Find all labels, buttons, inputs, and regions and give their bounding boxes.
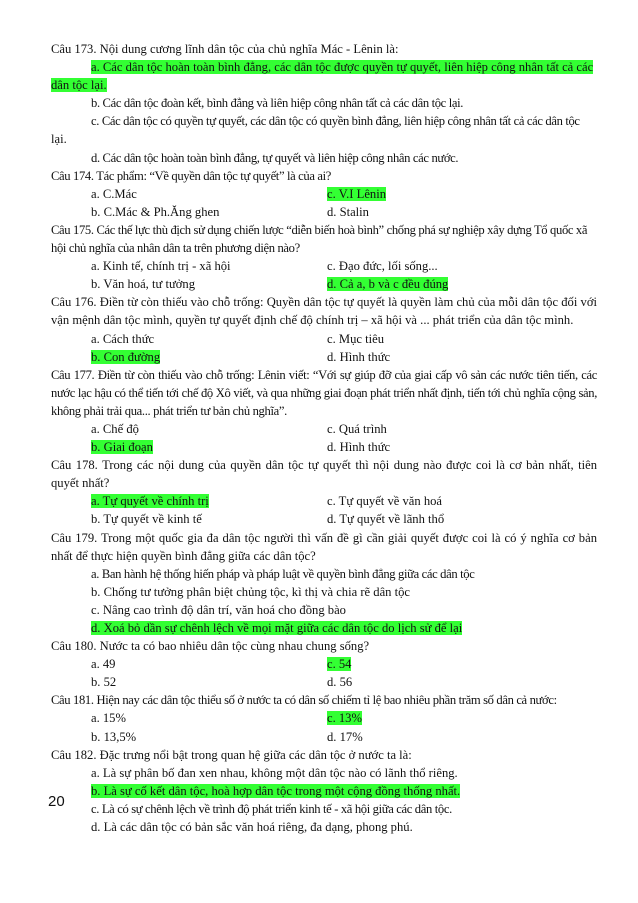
q180-option-a: a. 49 [91,657,116,672]
q176-option-a: a. Cách thức [91,331,155,346]
q173-option-a-cont: dân tộc lại. [51,78,107,93]
q173-option-a: a. Các dân tộc hoàn toàn bình đẳng, các dân tộc được quyền tự quyết, liên hiệp công nhân tất cả các [91,60,594,75]
q181-option-c: c. 13% [327,711,362,726]
q178-option-d: d. Tự quyết về lãnh thổ [327,512,445,527]
question-174-stem: Câu 174. Tác phẩm: “Về quyền dân tộc tự quyết” là của ai? [51,168,332,183]
q176-option-b: b. Con đường [91,349,161,364]
q176-option-c: c. Mục tiêu [327,331,385,346]
q179-option-d: d. Xoá bỏ dần sự chênh lệch về mọi mặt giữa các dân tộc do lịch sử để lại [91,621,463,635]
q179-option-b: b. Chống tư tưởng phân biệt chủng tộc, kì thị và chia rẽ dân tộc [91,584,410,599]
q175-option-a: a. Kinh tế, chính trị - xã hội [91,259,231,274]
question-180-stem: Câu 180. Nước ta có bao nhiêu dân tộc cùng nhau chung sống? [51,639,370,654]
q173-option-c: c. Các dân tộc có quyền tự quyết, các dân tộc có quyền bình đẳng, liên hiệp công nhân tất cả các dân tộc [91,114,580,129]
q175-option-d: d. Cả a, b và c đều đúng [327,277,449,292]
q182-option-b: b. Là sự cố kết dân tộc, hoà hợp dân tộc trong một cộng đồng thống nhất. [91,783,461,798]
q173-option-c-cont: lại. [51,132,67,147]
q174-option-a: a. C.Mác [91,186,137,201]
question-176-stem: Câu 176. Điền từ còn thiếu vào chỗ trống: Quyền dân tộc tự quyết là quyền làm chủ của mỗi dân tộc đối với vận mệnh dân tộc mình, quyền tự quyết định chế độ chính trị – xã hội và ... phát triển của dân tộc mình. [51,295,597,328]
q180-option-c: c. 54 [327,657,352,672]
question-179-stem: Câu 179. Trong một quốc gia đa dân tộc người thì vấn đề gì cần giải quyết được coi là có ý nghĩa cơ bản nhất để thực hiện quyền bình đẳng giữa các dân tộc? [51,530,597,563]
q175-option-b: b. Văn hoá, tư tưởng [91,277,196,292]
q180-option-b: b. 52 [91,675,117,690]
q177-option-d: d. Hình thức [327,440,391,455]
q181-option-b: b. 13,5% [91,729,137,744]
q182-option-a: a. Là sự phân bố đan xen nhau, không một dân tộc nào có lãnh thổ riêng. [91,765,458,780]
q181-option-d: d. 17% [327,729,363,744]
q177-option-b: b. Giai đoạn [91,440,153,455]
question-177-stem: Câu 177. Điền từ còn thiếu vào chỗ trống: Lênin viết: “Với sự giúp đỡ của giai cấp vô sản các nước tiên tiến, các nước lạc hậu có thể tiến tới chế độ Xô viết, và qua những giai đoạn phát triển nhất định, tiến tới chủ nghĩa cộng sản, không phải trải qua... phát triển tư bản chủ nghĩa”. [51,367,597,418]
q177-option-c: c. Quá trình [327,421,387,436]
q173-option-b: b. Các dân tộc đoàn kết, bình đẳng và liên hiệp công nhân tất cả các dân tộc lại. [91,96,464,111]
q173-option-d: d. Các dân tộc hoàn toàn bình đẳng, tự quyết và liên hiệp công nhân các nước. [91,150,459,165]
q181-option-a: a. 15% [91,711,126,726]
q178-option-c: c. Tự quyết về văn hoá [327,494,443,509]
q182-option-d: d. Là các dân tộc có bản sắc văn hoá riêng, đa dạng, phong phú. [91,820,413,835]
q179-option-c: c. Nâng cao trình độ dân trí, văn hoá cho đồng bào [91,602,346,617]
document-page [51,40,597,836]
q174-option-d: d. Stalin [327,204,369,219]
question-182-stem: Câu 182. Đặc trưng nổi bật trong quan hệ giữa các dân tộc ở nước ta là: [51,747,412,762]
q175-option-c: c. Đạo đức, lối sống... [327,259,438,274]
question-175-stem: Câu 175. Các thế lực thù địch sử dụng chiến lược “diễn biến hoà bình” chống phá sự nghiệp xây dựng Tổ quốc xã [51,222,588,237]
question-178-stem: Câu 178. Trong các nội dung của quyền dân tộc tự quyết thì nội dung nào được coi là cơ bản nhất, tiên quyết nhất? [51,458,597,491]
page-number: 20 [48,793,65,810]
question-175-stem-cont: hội chủ nghĩa của nhân dân ta trên phương diện nào? [51,241,300,256]
q177-option-a: a. Chế độ [91,421,139,436]
question-173-stem: Câu 173. Nội dung cương lĩnh dân tộc của chủ nghĩa Mác - Lênin là: [51,42,399,56]
q176-option-d: d. Hình thức [327,349,391,364]
q179-option-a: a. Ban hành hệ thống hiến pháp và pháp luật về quyền bình đẳng giữa các dân tộc [91,566,475,581]
q174-option-c: c. V.I Lênin [327,186,386,201]
q182-option-c: c. Là có sự chênh lệch về trình độ phát triển kinh tế - xã hội giữa các dân tộc. [91,801,452,816]
q174-option-b: b. C.Mác & Ph.Ăng ghen [91,204,220,219]
q178-option-b: b. Tự quyết về kinh tế [91,512,202,527]
q178-option-a: a. Tự quyết về chính trị [91,494,209,509]
q180-option-d: d. 56 [327,675,353,690]
question-181-stem: Câu 181. Hiện nay các dân tộc thiểu số ở nước ta có dân số chiếm tỉ lệ bao nhiêu phần trăm số dân cả nước: [51,693,557,708]
